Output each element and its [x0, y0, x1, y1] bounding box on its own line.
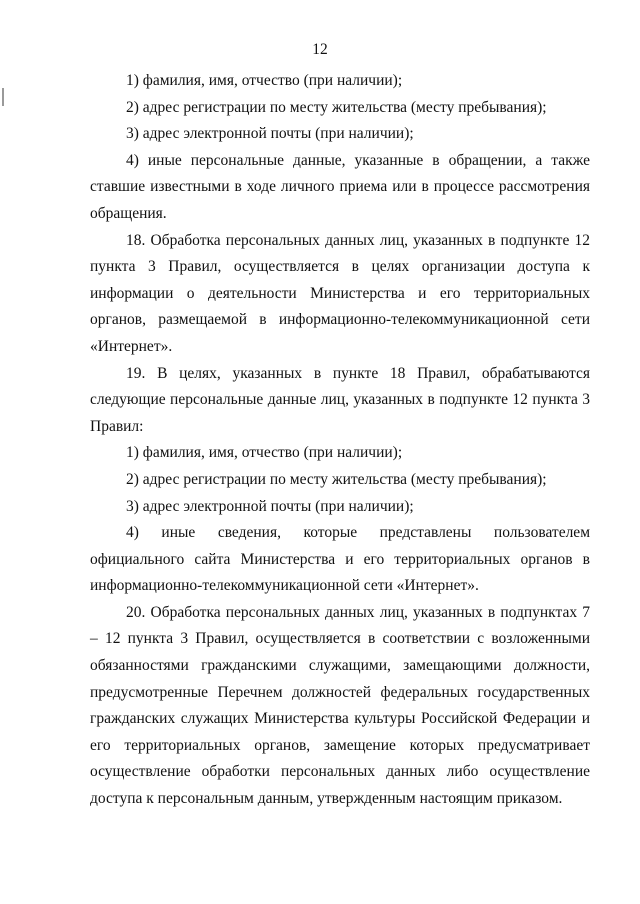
- list-item: 1) фамилия, имя, отчество (при наличии);: [126, 72, 403, 89]
- paragraph-18: 18. Обработка персональных данных лиц, указанных в подпункте 12 пункта 3 Правил, осуществляется в целях организации доступа к информации о деятельности Министерства и его территориальных органов, размещаемой в информационно-телекоммуникационной сети «Интернет».: [90, 231, 590, 355]
- list-item: 3) адрес электронной почты (при наличии);: [126, 125, 414, 143]
- list-item: 2) адрес регистрации по месту жительства (месту пребывания);: [126, 470, 547, 488]
- list-item: 1) фамилия, имя, отчество (при наличии);: [126, 444, 403, 462]
- paragraph-20: 20. Обработка персональных данных лиц, указанных в подпунктах 7 – 12 пункта 3 Правил, осуществляется в соответствии с возложенными обязанностями гражданскими служащими, замещающими должности, предусмотренные Перечнем должностей федеральных государственных гражданских служащих Министерства культуры Российской Федерации и его территориальных органов, замещение которых предусматривает осуществление обработки персональных данных либо осуществление доступа к персональным данным, утвержденным настоящим приказом.: [90, 603, 590, 808]
- list-item: 2) адрес регистрации по месту жительства (месту пребывания);: [126, 98, 547, 116]
- document-body: [90, 68, 590, 813]
- list-item: 3) адрес электронной почты (при наличии);: [126, 497, 414, 515]
- scan-edge-mark: [2, 88, 4, 106]
- list-item: 4) иные сведения, которые представлены пользователем официального сайта Министерства и его территориальных органов в информационно-телекоммуникационной сети «Интернет».: [90, 524, 590, 595]
- page-number: 12: [312, 41, 328, 58]
- paragraph-19: 19. В целях, указанных в пункте 18 Правил, обрабатываются следующие персональные данные лиц, указанных в подпункте 12 пункта 3 Правил:: [90, 364, 590, 435]
- list-item: 4) иные персональные данные, указанные в обращении, а также ставшие известными в ходе личного приема или в процессе рассмотрения обращения.: [90, 151, 590, 222]
